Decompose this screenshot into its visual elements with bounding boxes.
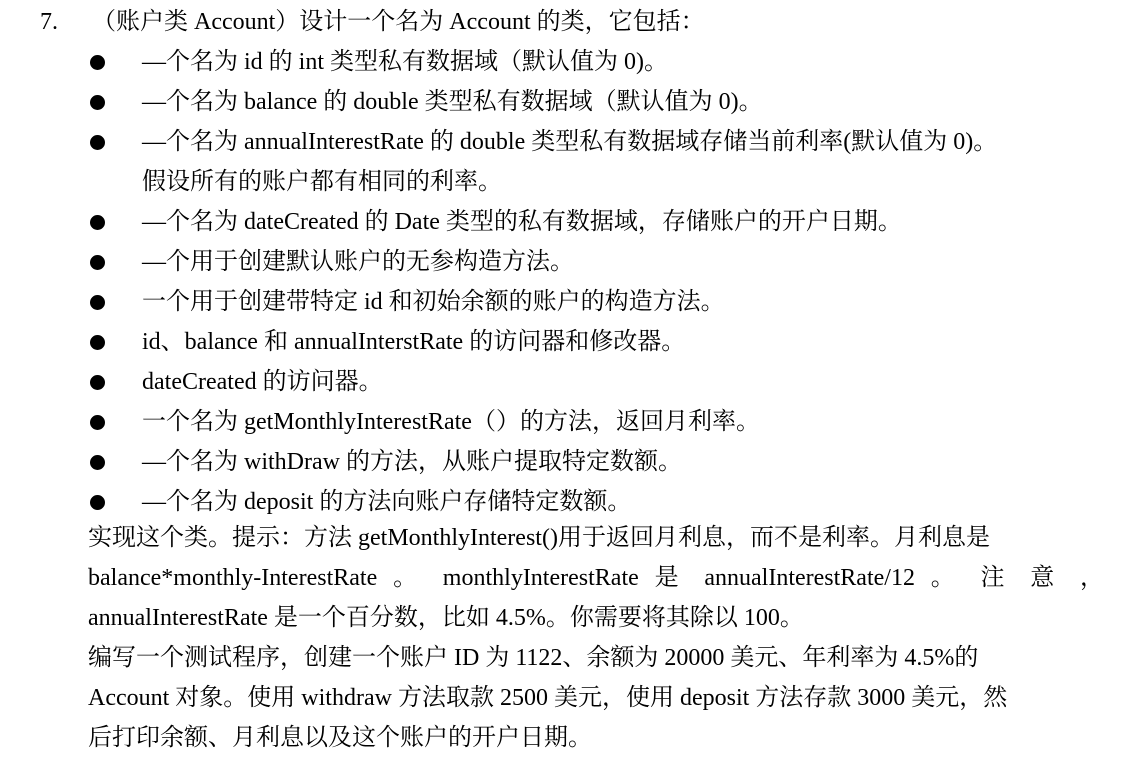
list-item — [88, 442, 1118, 482]
list-item — [88, 202, 1118, 242]
list-item-text: id、balance 和 annualInterstRate 的访问器和修改器。 — [142, 329, 686, 355]
list-item-text: —个名为 deposit 的方法向账户存储特定数额。 — [142, 489, 632, 515]
list-item-text: 一个用于创建带特定 id 和初始余额的账户的构造方法。 — [142, 289, 725, 315]
bullet-dot-icon — [90, 295, 105, 310]
bullet-dot-icon — [90, 135, 105, 150]
test-program-paragraph — [88, 638, 1104, 758]
list-item-continuation: 假设所有的账户都有相同的利率。 — [142, 169, 502, 195]
list-item-text: dateCreated 的访问器。 — [142, 369, 383, 395]
bullet-dot-icon — [90, 215, 105, 230]
bullet-dot-icon — [90, 495, 105, 510]
list-item — [88, 482, 1118, 522]
list-item-text: 一个名为 getMonthlyInterestRate（）的方法，返回月利率。 — [142, 409, 760, 435]
bullet-dot-icon — [90, 335, 105, 350]
paragraph-line: annualInterestRate 是一个百分数，比如 4.5%。你需要将其除以 100。 — [88, 605, 804, 631]
list-item-text: —个名为 withDraw 的方法，从账户提取特定数额。 — [142, 449, 682, 475]
paragraph-line: 编写一个测试程序，创建一个账户 ID 为 1122、余额为 20000 美元、年利率为 4.5%的 — [88, 645, 979, 671]
list-item — [88, 282, 1118, 322]
list-item — [88, 242, 1118, 282]
implementation-hint-paragraph — [88, 518, 1104, 638]
list-item-text: —个名为 annualInterestRate 的 double 类型私有数据域存储当前利率(默认值为 0)。 — [142, 129, 998, 155]
paragraph-line: balance*monthly-InterestRate 。 monthlyInterestRate 是 annualInterestRate/12 。 注 意 ， — [88, 565, 1104, 591]
list-item — [88, 402, 1118, 442]
bullet-dot-icon — [90, 415, 105, 430]
list-item-text: —个名为 dateCreated 的 Date 类型的私有数据域，存储账户的开户日期。 — [142, 209, 902, 235]
exercise-number: 7. — [40, 9, 58, 35]
bullet-dot-icon — [90, 55, 105, 70]
bullet-dot-icon — [90, 95, 105, 110]
bullet-dot-icon — [90, 455, 105, 470]
list-item-text: —个名为 id 的 int 类型私有数据域（默认值为 0)。 — [142, 49, 668, 75]
requirements-list — [88, 42, 1118, 522]
paragraph-line: 后打印余额、月利息以及这个账户的开户日期。 — [88, 725, 592, 751]
list-item — [88, 362, 1118, 402]
list-item — [88, 322, 1118, 362]
list-item-text: —个名为 balance 的 double 类型私有数据域（默认值为 0)。 — [142, 89, 763, 115]
bullet-dot-icon — [90, 255, 105, 270]
list-item — [88, 122, 1118, 202]
paragraph-line: Account 对象。使用 withdraw 方法取款 2500 美元，使用 deposit 方法存款 3000 美元，然 — [88, 685, 1008, 711]
exercise-heading — [40, 5, 705, 39]
exercise-title: （账户类 Account）设计一个名为 Account 的类，它包括： — [92, 9, 705, 35]
list-item — [88, 82, 1118, 122]
bullet-dot-icon — [90, 375, 105, 390]
list-item — [88, 42, 1118, 82]
paragraph-line: 实现这个类。提示：方法 getMonthlyInterest()用于返回月利息，而不是利率。月利息是 — [88, 525, 990, 551]
list-item-text: —个用于创建默认账户的无参构造方法。 — [142, 249, 574, 275]
